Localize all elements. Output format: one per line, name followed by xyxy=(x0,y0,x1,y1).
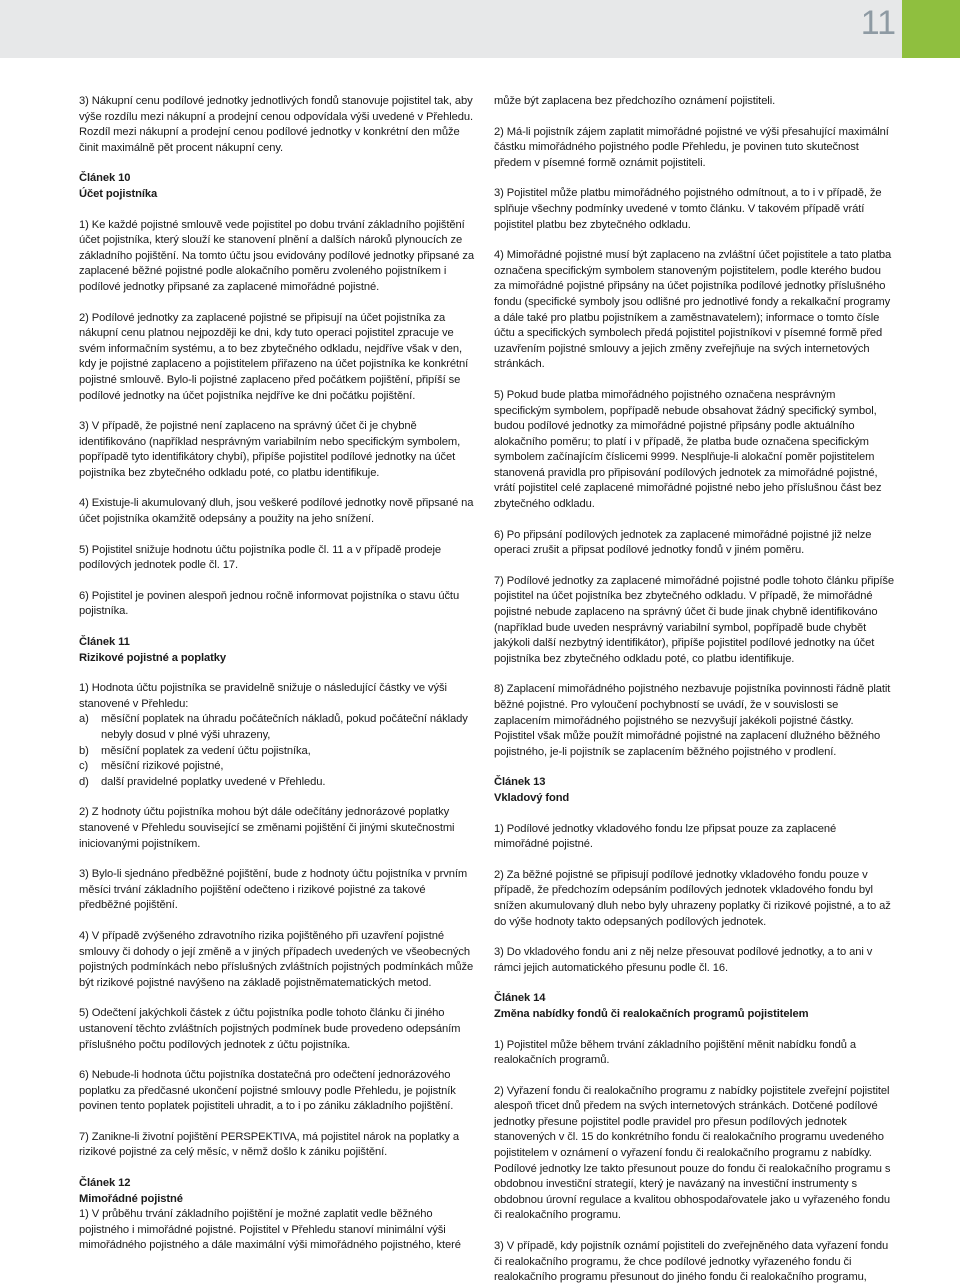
article-number: Článek 11 xyxy=(79,636,130,649)
paragraph: 6) Pojistitel je povinen alespoň jednou ročně informovat pojistníka o stavu účtu pojistníka. xyxy=(79,589,460,618)
paragraph: 5) Pokud bude platba mimořádného pojistného označena nesprávným specifickým symbolem, popřípadě nebude obsahovat žádný specifický symbol, budou podílové jednotky za mimořádné pojistné připsány podle aktuálního alokačního poměru; to platí i v případě, že platba bude označena specifickým symbolem začínajícím číslicemi 9999. Nesplňuje-li alokační poměr pojistitelem stanovená pravidla pro připisování podílových jednotek za mimořádné pojistné, vrátí pojistitel celé zaplacené mimořádné pojistné nebo jeho příslušnou část bez zbytečného odkladu. xyxy=(494,388,882,511)
article-11-heading xyxy=(79,635,479,666)
paragraph: 6) Nebude-li hodnota účtu pojistníka dostatečná pro odečtení jednorázového poplatku za předčasné ukončení pojistné smlouvy podle Přehledu, je pojistník povinen tento poplatek pojistiteli uhradit, a to i po zániku základního pojištění. xyxy=(79,1069,456,1113)
paragraph: 6) Po připsání podílových jednotek za zaplacené mimořádné pojistné již nelze operaci zrušit a připsat podílové jednotky fondů v jiném poměru. xyxy=(494,528,872,557)
paragraph: 4) Mimořádné pojistné musí být zaplaceno na zvláštní účet pojistitele a tato platba označena specifickým symbolem stanoveným pojistitelem, podle kterého budou za mimořádné pojistné připsány na účet pojistníka podílové jednotky příslušného fondu (specifické symboly jsou odlišné pro jednotlivé fondy a rekalkační programy a dále také pro platbu pojistníkem a zaměstnavatelem); informace o tomto čísle účtu a specifických symbolech předá pojistitel pojistníkovi v písemné formě před uzavřením pojistné smlouvy a jejich změny zveřejňuje na svých internetových stránkách. xyxy=(494,249,892,371)
article-title: Účet pojistníka xyxy=(79,187,158,200)
list-marker: c) xyxy=(79,760,89,773)
article-number: Článek 10 xyxy=(79,172,131,185)
article-title: Vkladový fond xyxy=(494,791,570,804)
paragraph: 3) Nákupní cenu podílové jednotky jednotlivých fondů stanovuje pojistitel tak, aby výše rozdílu mezi nákupní a prodejní cenou odpovídala výši uvedené v Přehledu. Rozdíl mezi nákupní a prodejní cenou podílové jednotky v konkrétní den může činit maximálně pět procent nákupní ceny. xyxy=(79,95,473,154)
list-item xyxy=(79,759,479,775)
article-title: Rizikové pojistné a poplatky xyxy=(79,651,227,664)
paragraph: 2) Z hodnoty účtu pojistníka mohou být dále odečítány jednorázové poplatky stanovené v Přehledu související se změnami pojištění či jinými skutečnostmi iniciovanými pojistníkem. xyxy=(79,806,455,850)
article-14-heading xyxy=(494,991,894,1022)
paragraph: může být zaplacena bez předchozího oznámení pojistiteli. xyxy=(494,95,776,107)
paragraph: 2) Podílové jednotky za zaplacené pojistné se připisují na účet pojistníka za nákupní cenu platnou nejpozději ke dni, kdy tuto operaci pojistitel zpracuje ve svém informačním systému, a to bez zbytečného odkladu, nejdříve však v den, kdy je pojistné zaplaceno a pojistitelem přiřazeno na účet pojistníka ke konkrétní pojistné smlouvě. Bylo-li pojistné zaplaceno před počátkem pojištění, připíší se podílové jednotky na účet pojistníka nejdříve ke dni počátku pojištění. xyxy=(79,311,469,402)
article-title: Změna nabídky fondů či realokačních programů pojistitelem xyxy=(494,1007,809,1020)
paragraph: 3) Pojistitel může platbu mimořádného pojistného odmítnout, a to i v případě, že splňuje všechny podmínky uvedené v tomto článku. V takovém případě vrátí pojistitel platbu bez zbytečného odkladu. xyxy=(494,187,882,231)
list-marker: a) xyxy=(79,713,89,726)
right-column xyxy=(494,94,894,1286)
paragraph: 1) Hodnota účtu pojistníka se pravidelně snižuje o následující částky ve výši stanovené v Přehledu: xyxy=(79,682,447,710)
left-column xyxy=(79,94,479,1254)
paragraph: 5) Pojistitel snižuje hodnotu účtu pojistníka podle čl. 11 a v případě prodeje podílových jednotek podle čl. 17. xyxy=(79,543,442,572)
paragraph: 1) V průběhu trvání základního pojištění je možné zaplatit vedle běžného pojistného i mimořádné pojistné. Pojistitel v Přehledu stanoví minimální výši mimořádného pojistného a dále maximální výši mimořádného pojistného, které xyxy=(79,1208,461,1252)
list-text: měsíční poplatek za vedení účtu pojistníka, xyxy=(101,744,311,757)
paragraph: 7) Podílové jednotky za zaplacené mimořádné pojistné podle tohoto článku připíše pojistitel na účet pojistníka bez zbytečného odkladu. V případě, že mimořádné pojistné nebude zaplaceno na správný účet či bude jinak chybně identifikováno (například bude uveden nesprávný variabilní symbol, popřípadě bude chybět jakýkoli další nezbytný identifikátor), připíše pojistitel podílové jednotky na účet pojistníka bez zbytečného odkladu poté, co platbu identifikuje. xyxy=(494,574,894,665)
paragraph: 7) Zanikne-li životní pojištění PERSPEKTIVA, má pojistitel nárok na poplatky a rizikové pojistné za celý měsíc, v němž došlo k zániku pojištění. xyxy=(79,1130,460,1159)
article-12-heading xyxy=(79,1176,479,1207)
paragraph: 3) V případě, že pojistné není zaplaceno na správný účet či je chybně identifikováno (například nesprávným variabilním nebo specifickým symbolem, popřípadě tyto identifikátory chybí), připíše pojistitel podílové jednotky na účet pojistníka bez zbytečného odkladu poté, co platbu identifikuje. xyxy=(79,420,461,479)
article-title: Mimořádné pojistné xyxy=(79,1192,183,1205)
paragraph: 4) V případě zvýšeného zdravotního rizika pojištěného při uzavření pojistné smlouvy či dohody o její změně a v jiných případech uvedených ve všeobecných pojistných podmínkách nebo příslušných zvláštních pojistných podmínkách může být rizikové pojistné navýšeno na základě pojistněmatematických metod. xyxy=(79,929,474,989)
list-text: měsíční poplatek na úhradu počátečních nákladů, pokud počáteční náklady nebyly dosud v plné výši uhrazeny, xyxy=(101,713,468,741)
paragraph: 3) Do vkladového fondu ani z něj nelze přesouvat podílové jednotky, a to ani v rámci jejich automatického přesunu podle čl. 16. xyxy=(494,946,873,974)
paragraph: 2) Má-li pojistník zájem zaplatit mimořádné pojistné ve výši přesahující maximální částku mimořádného pojistného podle Přehledu, je povinen tuto skutečnost předem v písemné formě oznámit pojistiteli. xyxy=(494,125,889,169)
paragraph: 2) Vyřazení fondu či realokačního programu z nabídky pojistitele zveřejní pojistitel alespoň třicet dnů předem na svých internetových stránkách. Dotčené podílové jednotky přesune pojistitel podle pravidel pro přesun podílových jednotek stanovených v čl. 15 do konkrétního fondu či realokačního programu uvedeného pojistitelem v oznámení o vyřazení fondu či realokačního programu z nabídky. Podílové jednotky lze takto přesunout pouze do fondu či realokačního programu s obdobnou investiční strategií, který je navázaný na investiční instrumenty s obdobnou úrovní regulace a kvalitou obhospodařovatele jako u vyřazeného fondu či realokačního programu. xyxy=(494,1084,891,1222)
article-number: Článek 14 xyxy=(494,992,546,1005)
paragraph: 5) Odečtení jakýchkoli částek z účtu pojistníka podle tohoto článku či jiného ustanovení těchto zvláštních pojistných podmínek bude provedeno odepsáním příslušného počtu podílových jednotek z účtu pojistníka. xyxy=(79,1007,461,1051)
list-marker: d) xyxy=(79,775,89,788)
paragraph: 4) Existuje-li akumulovaný dluh, jsou veškeré podílové jednotky nově připsané na účet pojistníka okamžitě odepsány a použity na jeho snížení. xyxy=(79,497,474,526)
article-number: Článek 12 xyxy=(79,1177,131,1190)
paragraph: 1) Ke každé pojistné smlouvě vede pojistitel po dobu trvání základního pojištění účet pojistníka, který slouží ke stanovení plnění a dalších nároků plynoucích ze základního pojištění. Na tomto účtu jsou evidovány podílové jednotky připsané za zaplacené běžné pojistné podle alokačního poměru zvoleného pojistníkem i podílové jednotky připsané za zaplacené mimořádné pojistné. xyxy=(79,218,474,293)
list-item xyxy=(79,744,479,760)
paragraph: 1) Pojistitel může během trvání základního pojištění měnit nabídku fondů a realokačních programů. xyxy=(494,1038,857,1067)
article-13-heading xyxy=(494,775,894,806)
list-item xyxy=(79,712,479,743)
list-text: měsíční rizikové pojistné, xyxy=(101,760,224,773)
fee-list-block xyxy=(79,681,479,790)
paragraph: 3) Bylo-li sjednáno předběžné pojištění, bude z hodnoty účtu pojistníka v prvním měsíci trvání základního pojištění odečteno i rizikové pojistné za takové předběžné pojištění. xyxy=(79,868,468,912)
page-number: 11 xyxy=(860,4,896,42)
article-10-heading xyxy=(79,171,479,202)
page-header xyxy=(0,0,960,58)
paragraph: 3) V případě, kdy pojistník oznámí pojistiteli do zveřejněného data vyřazení fondu či realokačního programu, že chce podílové jednotky vyřazeného fondu či realokačního programu přesunout do jiného fondu či realokačního programu, xyxy=(494,1240,889,1284)
paragraph: 8) Zaplacení mimořádného pojistného nezbavuje pojistníka povinnosti řádně platit běžné pojistné. Pro vyloučení pochybností se uvádí, že v souvislosti se zaplacením mimořádného pojistného se nezvyšují jakékoli pojistné částky. Pojistitel však může použít mimořádné pojistné na zaplacení dlužného běžného pojistného, je-li pojistník se zaplacením běžného pojistného v prodlení. xyxy=(494,683,891,758)
list-text: další pravidelné poplatky uvedené v Přehledu. xyxy=(101,775,326,788)
article-number: Článek 13 xyxy=(494,776,546,789)
header-accent-block xyxy=(902,0,960,58)
list-item xyxy=(79,775,479,791)
paragraph: 2) Za běžné pojistné se připisují podílové jednotky vkladového fondu pouze v případě, že předchozím odepsáním podílových jednotek vkladového fondu byl snížen akumulovaný dluh nebo byly uhrazeny poplatky či rizikové pojistné, a to až do výše hodnoty takto odepsaných podílových jednotek. xyxy=(494,868,891,928)
paragraph: 1) Podílové jednotky vkladového fondu lze připsat pouze za zaplacené mimořádné pojistné. xyxy=(494,822,837,851)
list-marker: b) xyxy=(79,744,89,757)
